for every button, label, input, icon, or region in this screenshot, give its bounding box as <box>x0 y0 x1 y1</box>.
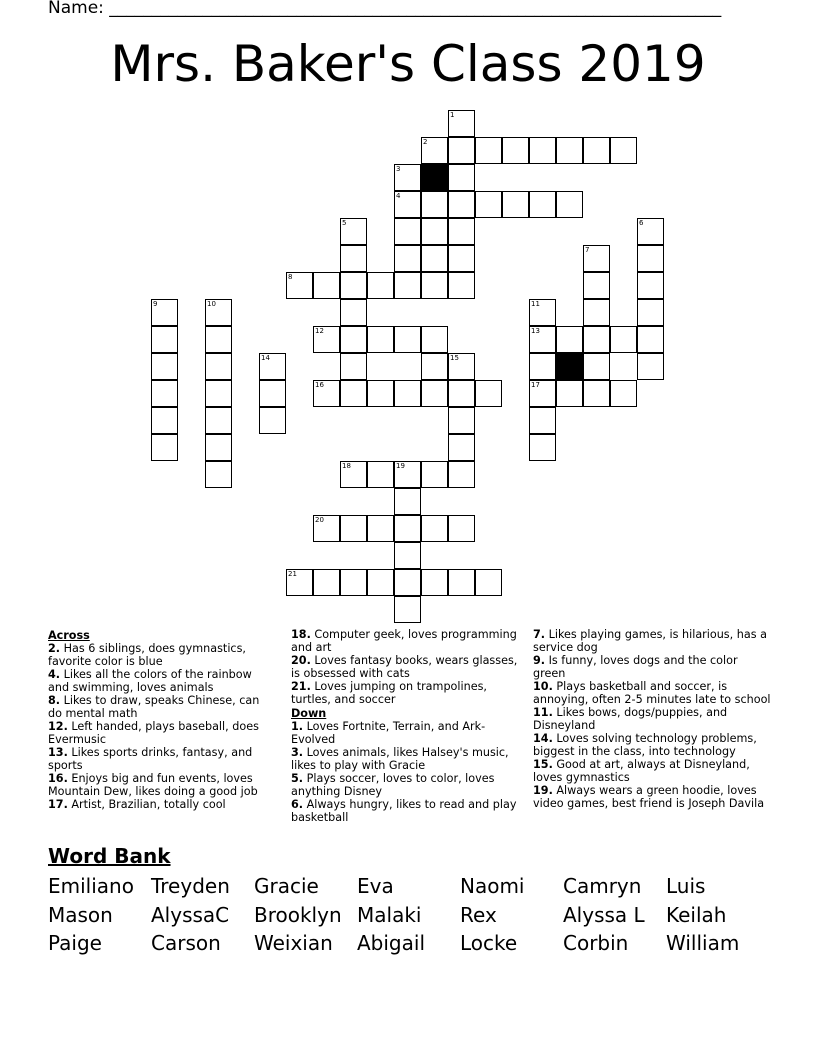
grid-cell[interactable] <box>421 353 448 380</box>
clue-text: Loves fantasy books, wears glasses, is obsessed with cats <box>291 654 518 680</box>
grid-cell[interactable] <box>313 380 340 407</box>
clue-number: 19. <box>533 784 553 797</box>
clue-text: Loves jumping on trampolines, turtles, and soccer <box>291 680 487 706</box>
clue-number: 4. <box>48 668 61 681</box>
grid-cell[interactable] <box>151 434 178 461</box>
clue-number: 6. <box>291 798 304 811</box>
grid-cell[interactable] <box>583 245 610 272</box>
grid-cell[interactable] <box>313 326 340 353</box>
word-bank-word: Corbin <box>563 931 629 955</box>
grid-cell[interactable] <box>340 461 367 488</box>
grid-cell[interactable] <box>259 407 286 434</box>
grid-cell[interactable] <box>394 326 421 353</box>
clue <box>533 706 773 732</box>
grid-cell[interactable] <box>394 191 421 218</box>
word-bank-word: Paige <box>48 931 102 955</box>
clue <box>48 746 276 772</box>
grid-cell[interactable] <box>448 461 475 488</box>
clue <box>533 758 773 784</box>
grid-cell[interactable] <box>583 272 610 299</box>
grid-cell[interactable] <box>394 245 421 272</box>
grid-cell[interactable] <box>637 218 664 245</box>
grid-cell[interactable] <box>502 137 529 164</box>
grid-cell[interactable] <box>259 353 286 380</box>
clue <box>291 772 523 798</box>
grid-cell[interactable] <box>340 218 367 245</box>
clue-number: 13 <box>531 327 540 335</box>
grid-cell[interactable] <box>529 380 556 407</box>
grid-cell[interactable] <box>583 326 610 353</box>
clue-number: 20. <box>291 654 311 667</box>
clue-text: Loves Fortnite, Terrain, and Ark-Evolved <box>291 720 486 746</box>
clue-number: 6 <box>639 219 644 227</box>
grid-cell[interactable] <box>286 272 313 299</box>
word-bank-word: Eva <box>357 874 394 898</box>
grid-cell[interactable] <box>340 380 367 407</box>
grid-cell[interactable] <box>394 515 421 542</box>
clue-number: 2 <box>423 138 428 146</box>
clue-text: Likes all the colors of the rainbow and swimming, loves animals <box>48 668 252 694</box>
grid-cell[interactable] <box>367 380 394 407</box>
clue <box>533 680 773 706</box>
clue <box>48 694 276 720</box>
grid-cell[interactable] <box>637 245 664 272</box>
clue-number: 17 <box>531 381 540 389</box>
word-bank-word: Weixian <box>254 931 333 955</box>
grid-cell[interactable] <box>448 380 475 407</box>
clue-number: 11 <box>531 300 540 308</box>
word-bank-word: Gracie <box>254 874 319 898</box>
grid-cell[interactable] <box>583 299 610 326</box>
clue-number: 15. <box>533 758 553 771</box>
word-bank-word: Camryn <box>563 874 642 898</box>
word-bank-word: Rex <box>460 902 497 927</box>
grid-cell[interactable] <box>394 461 421 488</box>
grid-cell[interactable] <box>637 326 664 353</box>
grid-cell[interactable] <box>610 380 637 407</box>
grid-cell[interactable] <box>637 272 664 299</box>
clue <box>533 784 773 810</box>
grid-cell[interactable] <box>340 272 367 299</box>
word-bank-word: Malaki <box>357 902 422 927</box>
clue-text: Plays soccer, loves to color, loves anything Disney <box>291 772 495 798</box>
clue <box>533 732 773 758</box>
grid-cell[interactable] <box>367 461 394 488</box>
grid-cell[interactable] <box>340 515 367 542</box>
grid-cell[interactable] <box>205 299 232 326</box>
across-heading: Across <box>48 629 90 642</box>
word-bank-word: Naomi <box>460 874 525 898</box>
grid-cell[interactable] <box>394 488 421 515</box>
grid-cell[interactable] <box>313 272 340 299</box>
clue <box>291 680 523 706</box>
clue <box>48 772 276 798</box>
clue <box>291 798 523 824</box>
clue-text: Loves solving technology problems, biggest in the class, into technology <box>533 732 757 758</box>
clue-number: 10. <box>533 680 553 693</box>
clue-text: Always wears a green hoodie, loves video games, best friend is Joseph Davila <box>533 784 765 810</box>
clue-number: 1. <box>291 720 304 733</box>
grid-cell[interactable] <box>367 569 394 596</box>
clue-text: Computer geek, loves programming and art <box>291 628 517 654</box>
grid-cell[interactable] <box>610 137 637 164</box>
down-heading: Down <box>291 707 327 720</box>
grid-cell[interactable] <box>205 461 232 488</box>
grid-cell[interactable] <box>448 515 475 542</box>
grid-cell[interactable] <box>205 407 232 434</box>
grid-cell[interactable] <box>637 299 664 326</box>
grid-cell[interactable] <box>448 218 475 245</box>
grid-cell[interactable] <box>448 434 475 461</box>
grid-cell[interactable] <box>556 191 583 218</box>
clue <box>291 746 523 772</box>
clue-number: 11. <box>533 706 553 719</box>
grid-cell[interactable] <box>151 353 178 380</box>
grid-cell[interactable] <box>340 326 367 353</box>
clue-number: 12. <box>48 720 68 733</box>
grid-cell[interactable] <box>394 542 421 569</box>
clue-number: 2. <box>48 642 61 655</box>
grid-cell[interactable] <box>313 569 340 596</box>
clue-text: Enjoys big and fun events, loves Mountain Dew, likes doing a good job <box>48 772 258 798</box>
clue-number: 21. <box>291 680 311 693</box>
clue-text: Left handed, plays baseball, does Evermusic <box>48 720 259 746</box>
clue-number: 16. <box>48 772 68 785</box>
grid-cell[interactable] <box>205 380 232 407</box>
grid-cell[interactable] <box>421 272 448 299</box>
clue <box>48 720 276 746</box>
word-bank-word: Keilah <box>666 902 727 927</box>
grid-cell[interactable] <box>529 326 556 353</box>
grid-cell[interactable] <box>367 515 394 542</box>
clue-number: 18 <box>342 462 351 470</box>
grid-cell[interactable] <box>259 380 286 407</box>
clue-text: Has 6 siblings, does gymnastics, favorite color is blue <box>48 642 246 668</box>
clue-number: 7. <box>533 628 546 641</box>
grid-cell[interactable] <box>367 326 394 353</box>
grid-cell[interactable] <box>394 272 421 299</box>
grid-cell[interactable] <box>421 191 448 218</box>
grid-cell-blocked <box>421 164 448 191</box>
grid-cell[interactable] <box>421 569 448 596</box>
grid-cell[interactable] <box>475 137 502 164</box>
grid-cell[interactable] <box>556 326 583 353</box>
clue-text: Always hungry, likes to read and play basketball <box>291 798 517 824</box>
grid-cell[interactable] <box>421 245 448 272</box>
grid-cell[interactable] <box>394 596 421 623</box>
word-bank-word: Brooklyn <box>254 902 342 927</box>
clue-number: 14. <box>533 732 553 745</box>
clue-number: 3. <box>291 746 304 759</box>
clue-number: 13. <box>48 746 68 759</box>
clue-number: 16 <box>315 381 324 389</box>
clue <box>291 654 523 680</box>
grid-cell[interactable] <box>529 353 556 380</box>
grid-cell[interactable] <box>529 407 556 434</box>
clue-number: 3 <box>396 165 401 173</box>
word-bank-word: William <box>666 931 740 955</box>
clue-number: 8. <box>48 694 61 707</box>
clue <box>533 628 773 654</box>
clue <box>291 628 523 654</box>
grid-cell[interactable] <box>448 569 475 596</box>
clue <box>48 642 276 668</box>
clue-number: 1 <box>450 111 455 119</box>
clue-number: 19 <box>396 462 405 470</box>
grid-cell[interactable] <box>205 326 232 353</box>
clue-number: 10 <box>207 300 216 308</box>
grid-cell[interactable] <box>313 515 340 542</box>
grid-cell[interactable] <box>556 137 583 164</box>
grid-cell[interactable] <box>421 461 448 488</box>
grid-cell[interactable] <box>475 569 502 596</box>
clue-number: 12 <box>315 327 324 335</box>
clue <box>48 798 276 811</box>
clue-number: 9 <box>153 300 158 308</box>
grid-cell[interactable] <box>367 272 394 299</box>
clue-text: Likes sports drinks, fantasy, and sports <box>48 746 253 772</box>
grid-cell[interactable] <box>475 191 502 218</box>
word-bank-title: Word Bank <box>48 844 171 868</box>
grid-cell[interactable] <box>421 380 448 407</box>
grid-cell[interactable] <box>340 353 367 380</box>
grid-cell[interactable] <box>421 137 448 164</box>
grid-cell[interactable] <box>394 164 421 191</box>
clue-text: Good at art, always at Disneyland, loves gymnastics <box>533 758 750 784</box>
clue-text: Artist, Brazilian, totally cool <box>67 798 226 811</box>
grid-cell[interactable] <box>529 434 556 461</box>
grid-cell-blocked <box>556 353 583 380</box>
grid-cell[interactable] <box>151 326 178 353</box>
clue <box>291 720 523 746</box>
name-field[interactable]: Name: ________________________________________________________________________ <box>48 0 722 18</box>
page-title: Mrs. Baker's Class 2019 <box>110 35 706 93</box>
clue-text: Likes playing games, is hilarious, has a service dog <box>533 628 767 654</box>
clue-number: 21 <box>288 570 297 578</box>
clue-number: 5. <box>291 772 304 785</box>
grid-cell[interactable] <box>151 380 178 407</box>
grid-cell[interactable] <box>151 407 178 434</box>
word-bank-word: Mason <box>48 902 113 927</box>
grid-cell[interactable] <box>529 191 556 218</box>
grid-cell[interactable] <box>340 569 367 596</box>
grid-cell[interactable] <box>556 380 583 407</box>
clue-number: 9. <box>533 654 546 667</box>
grid-cell[interactable] <box>340 245 367 272</box>
clue-number: 4 <box>396 192 401 200</box>
grid-cell[interactable] <box>448 110 475 137</box>
clue-number: 15 <box>450 354 459 362</box>
grid-cell[interactable] <box>421 326 448 353</box>
grid-cell[interactable] <box>421 218 448 245</box>
word-bank-word: Treyden <box>151 874 230 898</box>
clue-number: 5 <box>342 219 347 227</box>
grid-cell[interactable] <box>151 299 178 326</box>
grid-cell[interactable] <box>475 380 502 407</box>
grid-cell[interactable] <box>421 515 448 542</box>
grid-cell[interactable] <box>583 137 610 164</box>
grid-cell[interactable] <box>448 407 475 434</box>
grid-cell[interactable] <box>583 353 610 380</box>
grid-cell[interactable] <box>448 164 475 191</box>
word-bank-word: Carson <box>151 931 221 955</box>
grid-cell[interactable] <box>394 218 421 245</box>
clue-number: 20 <box>315 516 324 524</box>
grid-cell[interactable] <box>502 191 529 218</box>
word-bank-word: Locke <box>460 931 518 955</box>
clue-text: Likes bows, dogs/puppies, and Disneyland <box>533 706 728 732</box>
clue-text: Is funny, loves dogs and the color green <box>533 654 738 680</box>
grid-cell[interactable] <box>340 299 367 326</box>
grid-cell[interactable] <box>529 137 556 164</box>
grid-cell[interactable] <box>205 353 232 380</box>
grid-cell[interactable] <box>448 353 475 380</box>
clues-column-1 <box>48 628 276 811</box>
grid-cell[interactable] <box>583 380 610 407</box>
grid-cell[interactable] <box>286 569 313 596</box>
clue-text: Likes to draw, speaks Chinese, can do mental math <box>48 694 260 720</box>
grid-cell[interactable] <box>637 353 664 380</box>
word-bank-word: Emiliano <box>48 874 134 898</box>
word-bank-word: AlyssaC <box>151 902 230 927</box>
clue-number: 14 <box>261 354 270 362</box>
clue-text: Loves animals, likes Halsey's music, likes to play with Gracie <box>291 746 509 772</box>
clue-number: 17. <box>48 798 68 811</box>
clue-number: 18. <box>291 628 311 641</box>
grid-cell[interactable] <box>448 137 475 164</box>
grid-cell[interactable] <box>394 380 421 407</box>
clue-number: 8 <box>288 273 293 281</box>
clue-number: 7 <box>585 246 590 254</box>
word-bank-word: Luis <box>666 874 706 898</box>
grid-cell[interactable] <box>448 191 475 218</box>
grid-cell[interactable] <box>529 299 556 326</box>
grid-cell[interactable] <box>448 245 475 272</box>
clues-column-2 <box>291 628 523 824</box>
grid-cell[interactable] <box>448 272 475 299</box>
word-bank-word: Alyssa L <box>563 902 645 927</box>
clue <box>48 668 276 694</box>
word-bank-word: Abigail <box>357 931 425 955</box>
grid-cell[interactable] <box>394 569 421 596</box>
grid-cell[interactable] <box>610 326 637 353</box>
grid-cell[interactable] <box>205 434 232 461</box>
clue-text: Plays basketball and soccer, is annoying, often 2-5 minutes late to school <box>533 680 771 706</box>
clue <box>533 654 773 680</box>
clues-column-3 <box>533 628 773 810</box>
